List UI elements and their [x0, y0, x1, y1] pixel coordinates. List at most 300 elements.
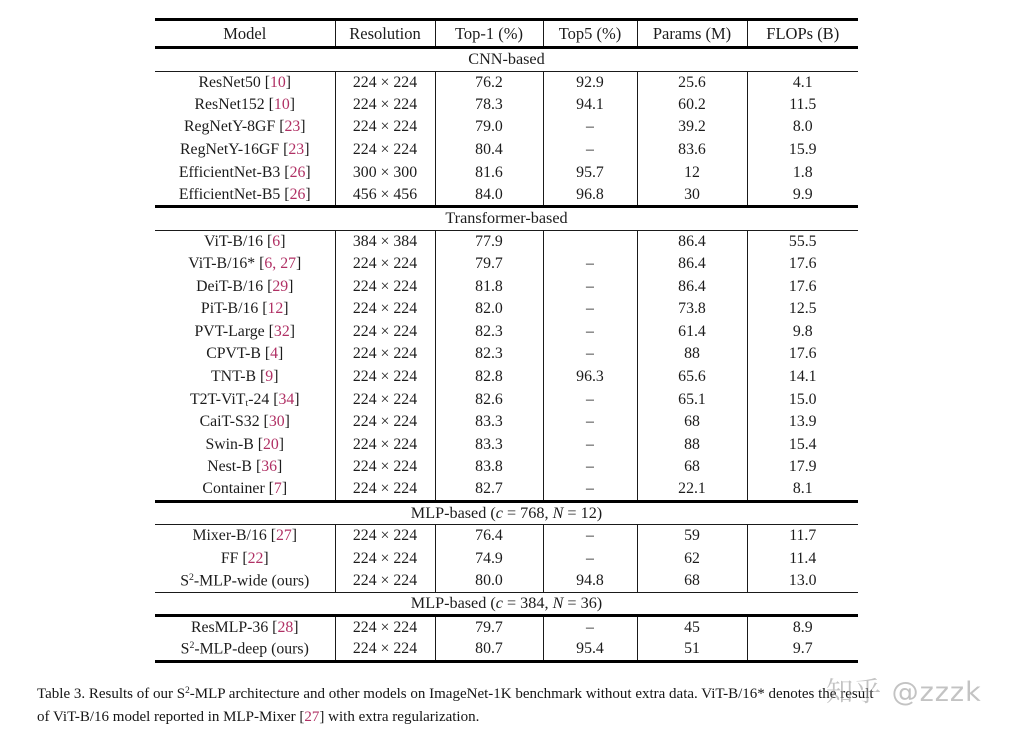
flops-cell: 8.9 [747, 616, 858, 639]
resolution-cell: 224 × 224 [335, 616, 435, 639]
resolution-cell: 224 × 224 [335, 547, 435, 570]
column-header-top1: Top-1 (%) [435, 20, 543, 48]
flops-cell: 11.5 [747, 94, 858, 117]
citation-number: 6 [272, 232, 281, 250]
top1-cell: 83.3 [435, 411, 543, 434]
params-cell: 83.6 [637, 139, 747, 162]
citation-bracket: ] [284, 413, 290, 431]
top5-cell: – [543, 253, 637, 276]
params-cell: 86.4 [637, 230, 747, 253]
params-cell: 25.6 [637, 71, 747, 94]
citation-bracket: [ [273, 390, 279, 408]
flops-cell: 17.6 [747, 343, 858, 366]
params-cell: 86.4 [637, 275, 747, 298]
flops-cell: 9.7 [747, 639, 858, 662]
model-cell [155, 366, 335, 389]
text-segment: = 12) [563, 503, 603, 522]
top5-cell: – [543, 320, 637, 343]
table-row [155, 525, 858, 548]
citation-link[interactable] [258, 436, 284, 453]
citation-number: 27 [304, 709, 320, 726]
text-segment: -MLP architecture and other models on ImageNet-1K benchmark without extra data. ViT-B/16* denotes the result [189, 686, 874, 703]
citation-link[interactable] [273, 391, 299, 408]
top5-cell: – [543, 479, 637, 502]
params-cell: 86.4 [637, 253, 747, 276]
flops-cell: 17.9 [747, 456, 858, 479]
caption-line [37, 706, 995, 729]
citation-link[interactable] [271, 527, 297, 544]
citation-bracket: ] [283, 300, 289, 318]
params-cell: 68 [637, 411, 747, 434]
table-row [155, 320, 858, 343]
citation-number: 27 [275, 527, 292, 545]
citation-link[interactable] [269, 323, 295, 340]
caption-line [37, 680, 995, 706]
table-row [155, 433, 858, 456]
table-row [155, 94, 858, 117]
top1-cell: 74.9 [435, 547, 543, 570]
model-cell [155, 479, 335, 502]
text-segment: ResNet152 [194, 95, 265, 113]
text-segment: ResNet50 [198, 73, 261, 91]
superscript: 2 [185, 686, 190, 696]
top5-cell: 96.8 [543, 184, 637, 207]
citation-link[interactable] [267, 233, 285, 250]
top5-cell: 95.4 [543, 639, 637, 662]
model-cell [155, 298, 335, 321]
params-cell: 68 [637, 456, 747, 479]
citation-link[interactable] [272, 619, 298, 636]
table-row [155, 161, 858, 184]
top5-cell: 94.8 [543, 570, 637, 593]
citation-number: 28 [277, 619, 294, 637]
citation-bracket: ] [288, 277, 294, 295]
text-segment: RegNetY-16GF [180, 141, 280, 159]
top1-cell: 82.3 [435, 343, 543, 366]
flops-cell: 13.0 [747, 570, 858, 593]
citation-number: 36 [261, 458, 277, 476]
text-segment: S [180, 572, 189, 590]
citation-link[interactable] [264, 413, 290, 430]
text-segment: c [495, 594, 503, 613]
params-cell: 73.8 [637, 298, 747, 321]
table-row [155, 570, 858, 593]
citation-bracket: ] [277, 458, 283, 476]
model-cell [155, 639, 335, 662]
flops-cell: 17.6 [747, 253, 858, 276]
citation-bracket: ] [291, 527, 298, 545]
citation-link[interactable] [242, 550, 268, 567]
text-segment: -24 [248, 390, 270, 408]
table-row [155, 230, 858, 253]
top1-cell: 79.0 [435, 116, 543, 139]
citation-bracket: [ [242, 549, 248, 567]
table-row [155, 275, 858, 298]
top5-cell: – [543, 139, 637, 162]
citation-number: 34 [278, 390, 295, 408]
section-title-row [155, 592, 858, 616]
table-row [155, 616, 858, 639]
citation-bracket: ] [273, 367, 279, 385]
resolution-cell: 224 × 224 [335, 71, 435, 94]
table-row [155, 388, 858, 411]
flops-cell: 15.9 [747, 139, 858, 162]
citation-number: 9 [265, 367, 274, 385]
params-cell: 59 [637, 525, 747, 548]
citation-bracket: ] [289, 322, 295, 340]
subscript: t [245, 397, 249, 409]
text-segment: Mixer-B/16 [192, 527, 267, 545]
top1-cell: 79.7 [435, 253, 543, 276]
text-segment: MLP-based ( [410, 594, 496, 613]
resolution-cell: 456 × 456 [335, 184, 435, 207]
citation-bracket: ] [278, 345, 284, 363]
table-row [155, 343, 858, 366]
top1-cell: 81.6 [435, 161, 543, 184]
text-segment: S [180, 640, 190, 658]
top5-cell: 96.3 [543, 366, 637, 389]
top1-cell: 82.0 [435, 298, 543, 321]
citation-link[interactable] [279, 118, 305, 135]
flops-cell: 14.1 [747, 366, 858, 389]
column-header-top5: Top5 (%) [543, 20, 637, 48]
text-segment: CaiT-S32 [199, 413, 260, 431]
citation-number: 10 [273, 95, 290, 113]
top1-cell: 82.7 [435, 479, 543, 502]
table-row [155, 116, 858, 139]
citation-number: 6, 27 [264, 254, 296, 272]
table-row [155, 298, 858, 321]
model-cell [155, 433, 335, 456]
resolution-cell: 224 × 224 [335, 94, 435, 117]
flops-cell: 55.5 [747, 230, 858, 253]
top1-cell: 76.4 [435, 525, 543, 548]
text-segment: c [495, 503, 503, 522]
citation-bracket: [ [268, 480, 274, 498]
flops-cell: 11.4 [747, 547, 858, 570]
citation-number: 30 [268, 413, 285, 431]
text-segment: DeiT-B/16 [196, 277, 264, 295]
text-segment: N [552, 503, 564, 522]
table-row [155, 71, 858, 94]
text-segment: PVT-Large [194, 322, 265, 340]
model-cell [155, 343, 335, 366]
citation-bracket: [ [260, 367, 266, 385]
text-segment: N [552, 594, 564, 613]
text-segment: TNT-B [211, 367, 257, 385]
resolution-cell: 224 × 224 [335, 570, 435, 593]
flops-cell: 1.8 [747, 161, 858, 184]
resolution-cell: 224 × 224 [335, 320, 435, 343]
table-row [155, 184, 858, 207]
top1-cell: 79.7 [435, 616, 543, 639]
model-cell [155, 547, 335, 570]
resolution-cell: 224 × 224 [335, 343, 435, 366]
text-segment: FF [220, 549, 239, 567]
table-row [155, 139, 858, 162]
table-caption [37, 680, 995, 729]
model-cell [155, 71, 335, 94]
params-cell: 88 [637, 433, 747, 456]
params-cell: 60.2 [637, 94, 747, 117]
table-header-row [155, 20, 858, 48]
text-segment: ViT-B/16 [204, 232, 264, 250]
model-cell [155, 456, 335, 479]
citation-number: 23 [284, 118, 301, 136]
citation-bracket: ] [305, 163, 311, 181]
top1-cell: 83.3 [435, 433, 543, 456]
top1-cell: 78.3 [435, 94, 543, 117]
citation-number: 10 [269, 73, 286, 91]
citation-bracket: [ [264, 73, 270, 91]
citation-link[interactable] [284, 186, 310, 203]
citation-link[interactable] [260, 368, 278, 385]
params-cell: 51 [637, 639, 747, 662]
citation-number: 32 [273, 322, 290, 340]
section-title-row [155, 207, 858, 231]
top5-cell: – [543, 116, 637, 139]
citation-bracket: ] [278, 435, 285, 453]
citation-number: 4 [270, 345, 279, 363]
text-segment: RegNetY-8GF [183, 118, 276, 136]
citation-bracket: ] [295, 254, 302, 272]
params-cell: 61.4 [637, 320, 747, 343]
citation-bracket: [ [259, 254, 265, 272]
section-title [155, 501, 858, 525]
resolution-cell: 224 × 224 [335, 456, 435, 479]
params-cell: 68 [637, 570, 747, 593]
resolution-cell: 224 × 224 [335, 366, 435, 389]
citation-bracket: [ [284, 185, 290, 203]
text-segment: CNN-based [468, 50, 545, 69]
flops-cell: 17.6 [747, 275, 858, 298]
citation-link[interactable] [265, 74, 291, 91]
model-cell [155, 320, 335, 343]
citation-link[interactable] [256, 458, 282, 475]
top1-cell: 83.8 [435, 456, 543, 479]
citation-link[interactable] [262, 300, 288, 317]
citation-number: 7 [273, 480, 282, 498]
text-segment: Nest-B [207, 458, 252, 476]
section-title [155, 592, 858, 616]
resolution-cell: 224 × 224 [335, 275, 435, 298]
text-segment: PiT-B/16 [200, 300, 259, 318]
citation-bracket: [ [268, 322, 274, 340]
top1-cell: 82.6 [435, 388, 543, 411]
flops-cell: 12.5 [747, 298, 858, 321]
resolution-cell: 224 × 224 [335, 388, 435, 411]
text-segment: = 384, [502, 594, 553, 613]
text-segment: Swin-B [205, 435, 254, 453]
top5-cell: – [543, 275, 637, 298]
citation-link[interactable] [283, 141, 309, 158]
model-cell [155, 253, 335, 276]
column-header-flops: FLOPs (B) [747, 20, 858, 48]
resolution-cell: 224 × 224 [335, 139, 435, 162]
top1-cell: 82.8 [435, 366, 543, 389]
top5-cell: – [543, 433, 637, 456]
results-table [155, 18, 858, 663]
table-row [155, 639, 858, 662]
citation-bracket: [ [268, 95, 274, 113]
section-title-row [155, 501, 858, 525]
citation-bracket: ] [305, 185, 311, 203]
top5-cell: 92.9 [543, 71, 637, 94]
top5-cell: – [543, 298, 637, 321]
section-title [155, 207, 858, 231]
top1-cell: 80.0 [435, 570, 543, 593]
top1-cell: 82.3 [435, 320, 543, 343]
citation-bracket: [ [262, 300, 268, 318]
flops-cell: 15.0 [747, 388, 858, 411]
text-segment: T2T-ViT [189, 390, 246, 408]
text-segment: MLP-based ( [410, 503, 496, 522]
resolution-cell: 224 × 224 [335, 639, 435, 662]
citation-bracket: ] [304, 141, 310, 159]
citation-link[interactable] [284, 164, 310, 181]
flops-cell: 11.7 [747, 525, 858, 548]
citation-bracket: [ [279, 118, 285, 136]
citation-bracket: [ [299, 709, 305, 726]
resolution-cell: 224 × 224 [335, 116, 435, 139]
top5-cell: – [543, 388, 637, 411]
text-segment: EfficientNet-B3 [178, 163, 281, 181]
model-cell [155, 184, 335, 207]
citation-number: 20 [262, 435, 279, 453]
citation-bracket: [ [284, 163, 290, 181]
flops-cell: 9.9 [747, 184, 858, 207]
resolution-cell: 224 × 224 [335, 433, 435, 456]
superscript: 2 [189, 571, 194, 583]
citation-bracket: [ [257, 435, 263, 453]
citation-link[interactable] [267, 278, 293, 295]
table-row [155, 366, 858, 389]
citation-number: 12 [267, 300, 284, 318]
watermark: 知乎 @zzzk [826, 677, 982, 708]
top1-cell: 80.4 [435, 139, 543, 162]
flops-cell: 15.4 [747, 433, 858, 456]
params-cell: 65.6 [637, 366, 747, 389]
citation-bracket: ] [293, 619, 299, 637]
top5-cell: 94.1 [543, 94, 637, 117]
citation-bracket: ] [289, 95, 295, 113]
citation-bracket: ] [281, 480, 288, 498]
citation-bracket: [ [283, 141, 289, 159]
text-segment: ResMLP-36 [190, 619, 269, 637]
column-header-model: Model [155, 20, 335, 48]
top5-cell: – [543, 616, 637, 639]
table-row [155, 411, 858, 434]
citation-link[interactable] [269, 480, 287, 497]
citation-number: 26 [289, 185, 306, 203]
top5-cell: 95.7 [543, 161, 637, 184]
model-cell [155, 139, 335, 162]
text-segment: ViT-B/16* [188, 254, 256, 272]
resolution-cell: 384 × 384 [335, 230, 435, 253]
citation-number: 22 [247, 549, 264, 567]
model-cell [155, 388, 335, 411]
top1-cell: 77.9 [435, 230, 543, 253]
params-cell: 22.1 [637, 479, 747, 502]
params-cell: 45 [637, 616, 747, 639]
citation-bracket: ] [300, 118, 306, 136]
top5-cell [543, 230, 637, 253]
resolution-cell: 224 × 224 [335, 525, 435, 548]
citation-number: 29 [272, 277, 289, 295]
resolution-cell: 224 × 224 [335, 411, 435, 434]
top5-cell: – [543, 411, 637, 434]
text-segment: Transformer-based [445, 209, 568, 228]
citation-bracket: ] [319, 709, 325, 726]
citation-link[interactable] [299, 709, 324, 725]
table-row [155, 547, 858, 570]
superscript: 2 [189, 639, 195, 651]
text-segment: = 768, [502, 503, 553, 522]
model-cell [155, 161, 335, 184]
top1-cell: 81.8 [435, 275, 543, 298]
citation-bracket: [ [263, 413, 269, 431]
text-segment: -MLP-wide (ours) [193, 572, 310, 590]
citation-number: 26 [289, 163, 306, 181]
citation-link[interactable] [269, 96, 295, 113]
params-cell: 39.2 [637, 116, 747, 139]
citation-bracket: ] [294, 390, 300, 408]
flops-cell: 8.1 [747, 479, 858, 502]
text-segment: Table 3. Results of our S [37, 686, 186, 703]
text-segment: Container [202, 480, 265, 498]
model-cell [155, 230, 335, 253]
section-title [155, 48, 858, 72]
citation-number: 23 [288, 141, 305, 159]
model-cell [155, 570, 335, 593]
text-segment: CPVT-B [206, 345, 261, 363]
flops-cell: 9.8 [747, 320, 858, 343]
section-title-row [155, 48, 858, 72]
flops-cell: 13.9 [747, 411, 858, 434]
model-cell [155, 411, 335, 434]
top1-cell: 76.2 [435, 71, 543, 94]
top5-cell: – [543, 547, 637, 570]
top5-cell: – [543, 525, 637, 548]
text-segment: -MLP-deep (ours) [194, 640, 309, 658]
params-cell: 88 [637, 343, 747, 366]
citation-bracket: [ [272, 619, 278, 637]
text-segment: EfficientNet-B5 [178, 185, 281, 203]
model-cell [155, 116, 335, 139]
params-cell: 30 [637, 184, 747, 207]
citation-bracket: ] [263, 549, 269, 567]
citation-bracket: [ [267, 232, 273, 250]
params-cell: 12 [637, 161, 747, 184]
citation-link[interactable] [259, 255, 301, 272]
params-cell: 62 [637, 547, 747, 570]
table-body [155, 48, 858, 662]
flops-cell: 4.1 [747, 71, 858, 94]
model-cell [155, 94, 335, 117]
citation-bracket: [ [270, 527, 276, 545]
citation-bracket: ] [280, 232, 286, 250]
resolution-cell: 224 × 224 [335, 253, 435, 276]
model-cell [155, 525, 335, 548]
citation-bracket: ] [285, 73, 292, 91]
citation-link[interactable] [265, 345, 283, 362]
column-header-resolution: Resolution [335, 20, 435, 48]
top1-cell: 84.0 [435, 184, 543, 207]
resolution-cell: 224 × 224 [335, 298, 435, 321]
table-row [155, 479, 858, 502]
top5-cell: – [543, 343, 637, 366]
model-cell [155, 616, 335, 639]
